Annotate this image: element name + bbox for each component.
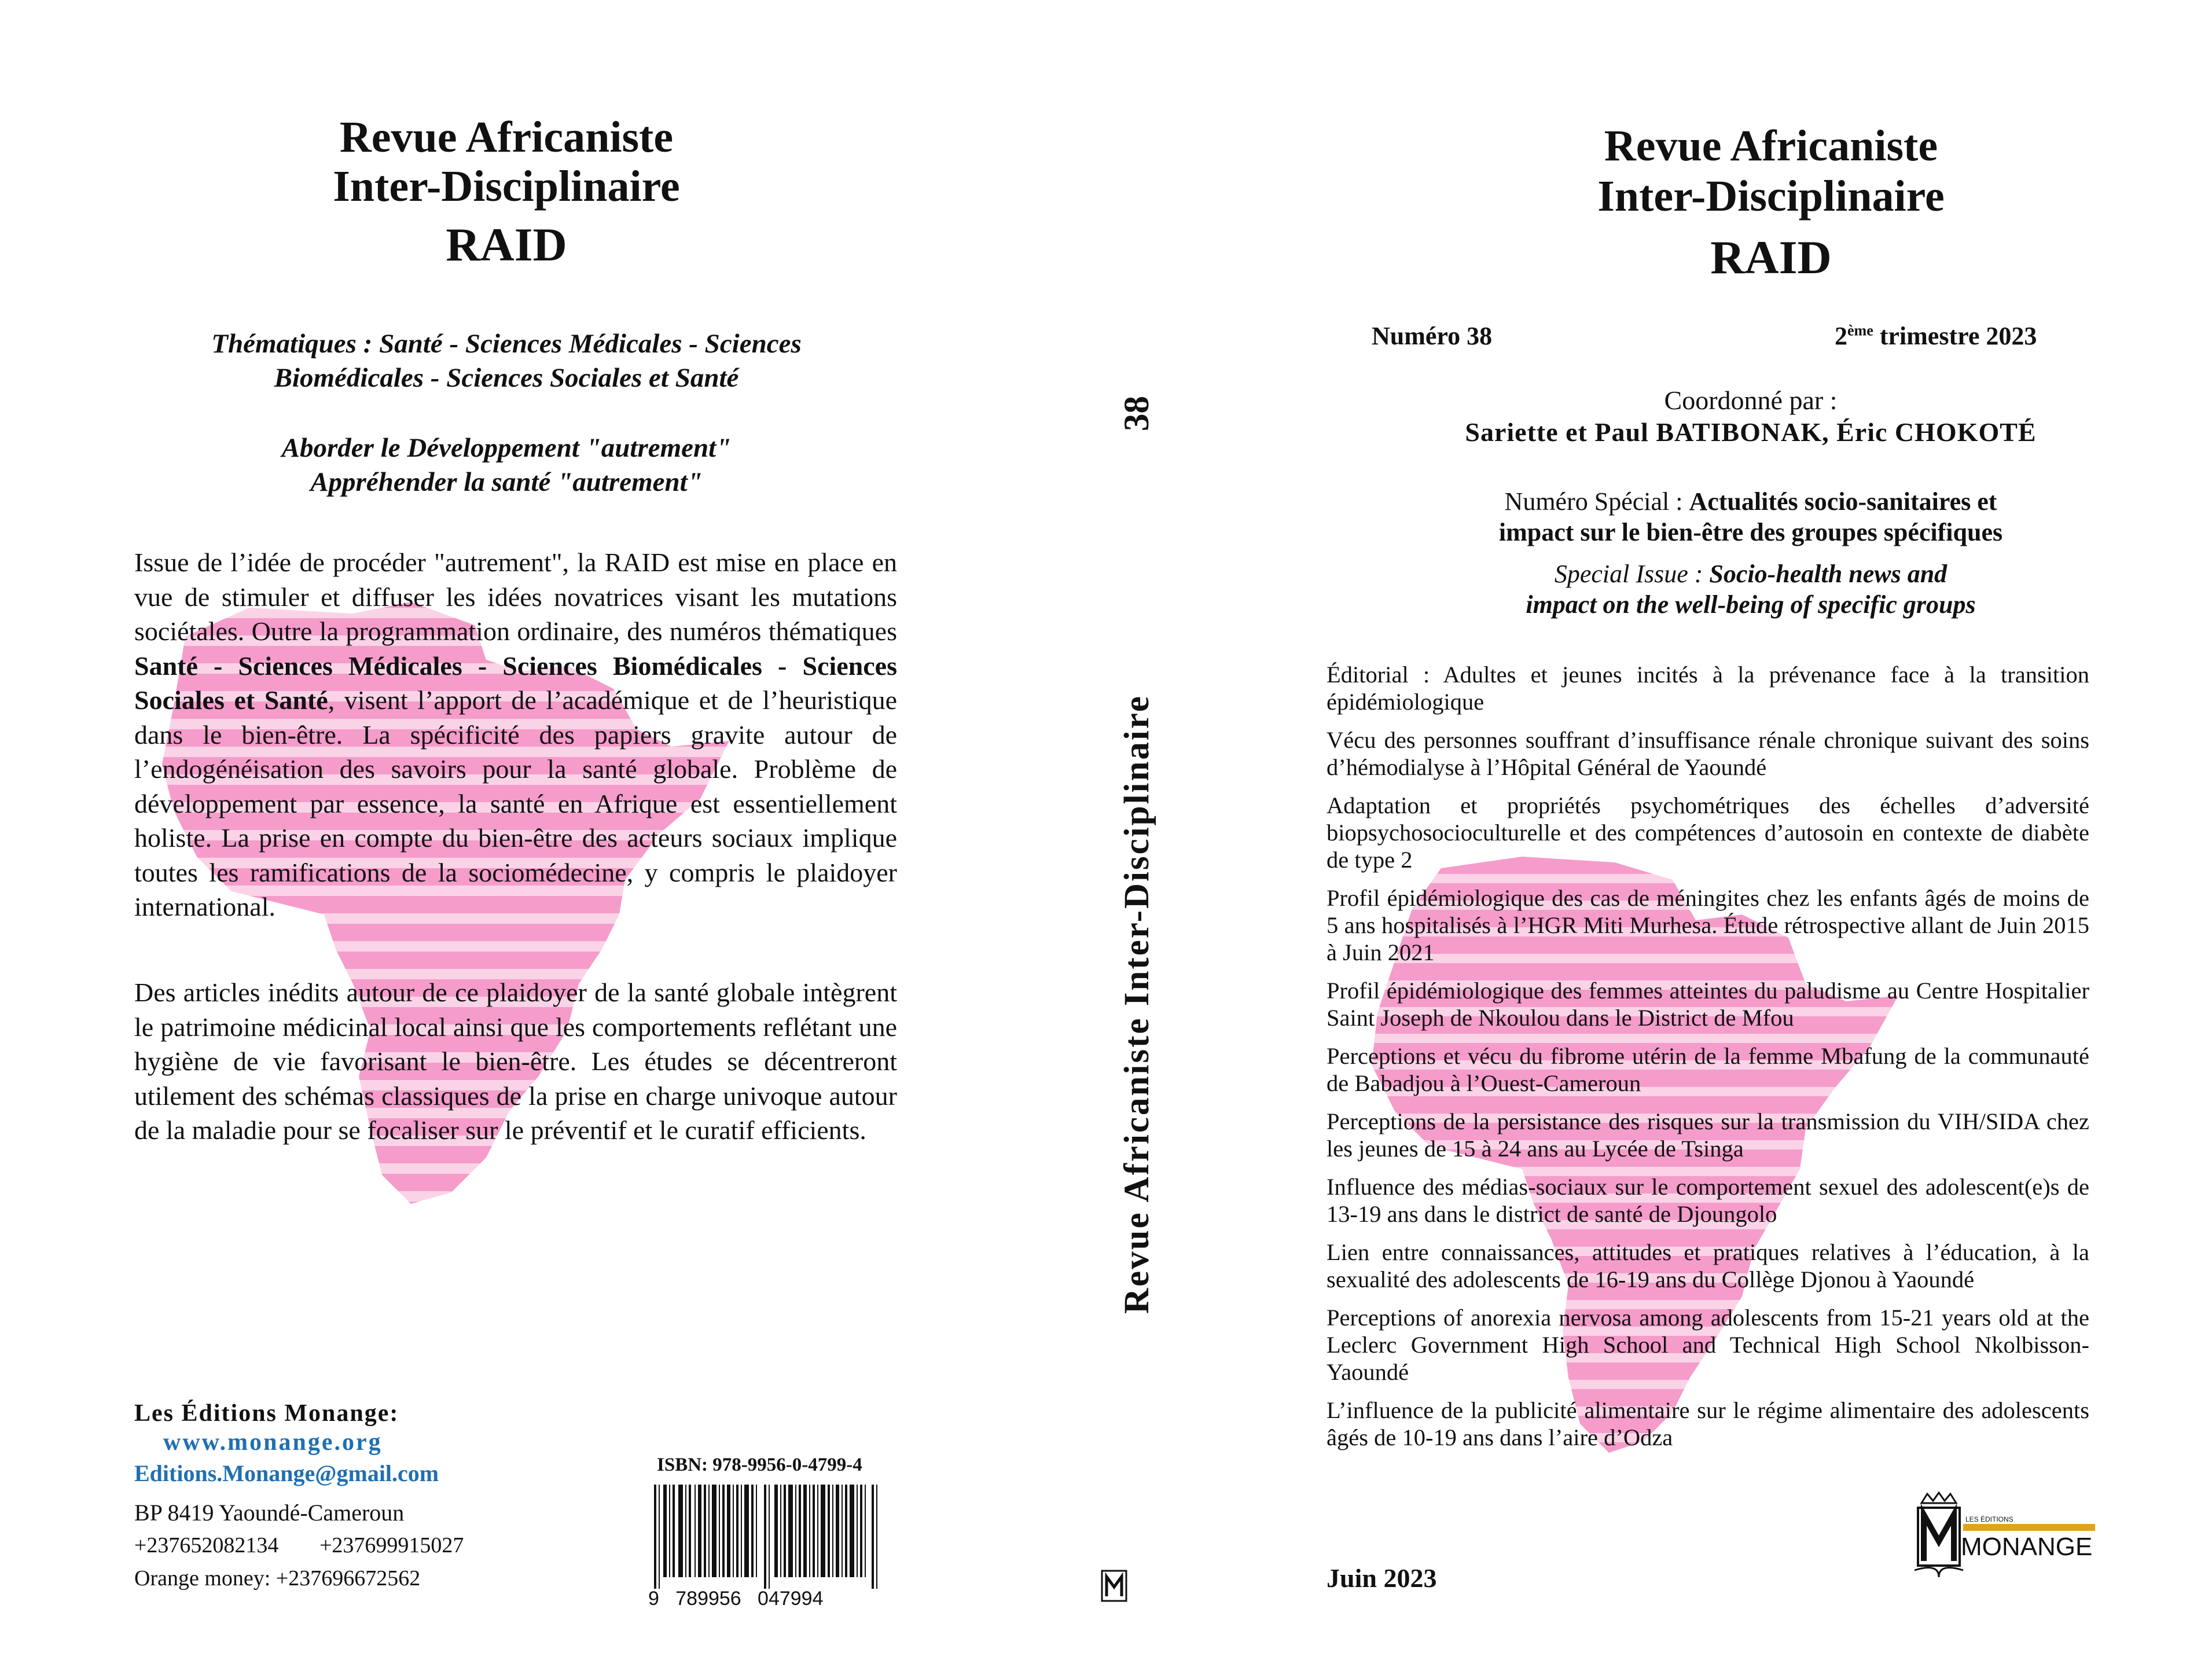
back-title-line2: Inter-Disciplinaire — [333, 162, 680, 211]
back-paragraph-1-start: Issue de l’idée de procéder "autrement", la RAID est mise en place en vue de stimuler et diffuser les idées novatrices visant les mutations sociétales. Outre la programmation ordinaire, des numéros thématiques — [134, 548, 897, 646]
coordinated-by-label: Coordonné par : — [1664, 385, 1838, 415]
back-paragraph-1-bold: Santé - Sciences Médicales - Sciences Biomédicales - Sciences Sociales et Santé — [134, 651, 897, 715]
spine-logo-icon — [1100, 1569, 1129, 1603]
table-of-contents — [1327, 661, 2089, 1462]
barcode — [648, 1485, 891, 1609]
publication-date: Juin 2023 — [1327, 1563, 1437, 1593]
toc-item: Profil épidémiologique des femmes atteintes du paludisme au Centre Hospitalier Saint Joseph de Nkoulou dans le District de Mfou — [1327, 978, 2089, 1031]
toc-item: Perceptions de la persistance des risques sur la transmission du VIH/SIDA chez les jeunes de 15 à 24 ans au Lycée de Tsinga — [1327, 1108, 2089, 1162]
back-paragraph-1 — [134, 545, 897, 924]
spine-issue-number: 38 — [1118, 396, 1156, 431]
toc-item: Adaptation et propriétés psychométriques des échelles d’adversité biopsychosocioculturelle et des compétences d’autosoin en contexte de diabète de type 2 — [1327, 792, 2089, 873]
back-motto-line1: Aborder le Développement "autrement" — [281, 433, 732, 463]
toc-item: L’influence de la publicité alimentaire sur le régime alimentaire des adolescents âgés de 10-19 ans dans l’aire d’Odza — [1327, 1397, 2089, 1450]
front-title-line2: Inter-Disciplinaire — [1597, 172, 1945, 221]
logo-name: MONANGE — [1961, 1533, 2093, 1561]
issue-trimester — [1835, 321, 2037, 351]
coordinators: Sariette et Paul BATIBONAK, Éric CHOKOTÉ — [1465, 417, 2037, 447]
logo-small-text: LES ÉDITIONS — [1965, 1515, 2013, 1523]
special-issue-en — [1331, 559, 2170, 620]
special-title-en-line2: impact on the well-being of specific groups — [1526, 590, 1976, 619]
toc-item: Perceptions et vécu du fibrome utérin de la femme Mbafung de la communauté de Babadjou à l’Ouest-Cameroun — [1327, 1043, 2089, 1096]
monange-logo — [1910, 1490, 2098, 1580]
front-title-line1: Revue Africaniste — [1604, 122, 1938, 170]
toc-item: Perceptions of anorexia nervosa among adolescents from 15-21 years old at the Leclerc Government High School and Technical High School Nkolbisson-Yaoundé — [1327, 1305, 2089, 1385]
special-title-fr-line2: impact sur le bien-être des groupes spécifiques — [1498, 518, 2003, 546]
special-label-en: Special Issue : — [1554, 560, 1710, 588]
toc-item: Profil épidémiologique des cas de méningites chez les enfants âgés de moins de 5 ans hospitalisés à l’HGR Miti Murhesa. Étude rétrospective allant de Juin 2015 à Juin 2021 — [1327, 885, 2089, 965]
publisher-email[interactable]: Editions.Monange@gmail.com — [134, 1460, 439, 1486]
publisher-address: BP 8419 Yaoundé-Cameroun — [134, 1500, 405, 1526]
publisher-orange-money: Orange money: +237696672562 — [134, 1566, 421, 1590]
back-motto-line2: Appréhender la santé "autrement" — [310, 467, 703, 497]
toc-item: Éditorial : Adultes et jeunes incités à la prévenance face à la transition épidémiologique — [1327, 662, 2089, 715]
back-paragraph-1-end: , visent l’apport de l’académique et de l’heuristique dans le bien-être. La spécificité des papiers gravite autour de l’endogénéisation des savoirs pour la santé globale. Problème de développement par essence, la santé en Afrique est essentiellement holiste. La prise en compte du bien-être des acteurs sociaux implique toutes les ramifications de la sociomédecine, y compris le plaidoyer international. — [134, 685, 898, 921]
back-themes-line2: Biomédicales - Sciences Sociales et Santé — [274, 363, 739, 393]
toc-item: Lien entre connaissances, attitudes et pratiques relatives à l’éducation, à la sexualité des adolescents de 16-19 ans du Collège Djonou à Yaoundé — [1327, 1239, 2089, 1292]
publisher-phone-2: +237699915027 — [319, 1533, 464, 1558]
front-title-raid: RAID — [1710, 231, 1832, 284]
special-title-fr-line1: Actualités socio-sanitaires et — [1689, 487, 1997, 516]
toc-item: Vécu des personnes souffrant d’insuffisance rénale chronique suivant des soins d’hémodialyse à l’Hôpital Général de Yaoundé — [1327, 727, 2089, 780]
back-motto — [116, 431, 897, 499]
toc-item: Influence des médias-sociaux sur le comportement sexuel des adolescent(e)s de 13-19 ans dans le district de santé de Djoungolo — [1327, 1174, 2089, 1227]
back-themes-line1: Thématiques : Santé - Sciences Médicales - Sciences — [211, 329, 802, 359]
special-label-fr: Numéro Spécial : — [1504, 487, 1689, 516]
special-title-en-line1: Socio-health news and — [1709, 560, 1948, 588]
back-title-line1: Revue Africaniste — [339, 113, 674, 161]
publisher-name: Les Éditions Monange: — [134, 1400, 399, 1427]
back-themes — [116, 327, 897, 395]
publisher-website[interactable]: www.monange.org — [163, 1429, 383, 1456]
trimester-number: 2 — [1835, 322, 1847, 350]
trimester-superscript: ème — [1847, 322, 1873, 339]
spine-title: Revue Africaniste Inter-Disciplinaire — [1118, 695, 1156, 1314]
issue-number: Numéro 38 — [1372, 322, 1493, 350]
trimester-text: trimestre 2023 — [1873, 322, 2037, 350]
back-paragraph-2: Des articles inédits autour de ce plaidoyer de la santé globale intègrent le patrimoine médicinal local ainsi que les comportements reflétant une hygiène de vie favorisant le bien-être. Les études se décentreront utilement des schémas classiques de la prise en charge univoque autour de la maladie pour se focaliser sur le préventif et le curatif efficients. — [134, 978, 897, 1145]
back-title-raid: RAID — [446, 218, 567, 271]
publisher-phone-1: +237652082134 — [134, 1533, 279, 1558]
special-issue-fr — [1331, 486, 2170, 548]
barcode-digits: 9 789956 047994 — [648, 1588, 824, 1609]
barcode-bars — [654, 1485, 877, 1589]
isbn-label: ISBN: 978-9956-0-4799-4 — [657, 1454, 862, 1475]
